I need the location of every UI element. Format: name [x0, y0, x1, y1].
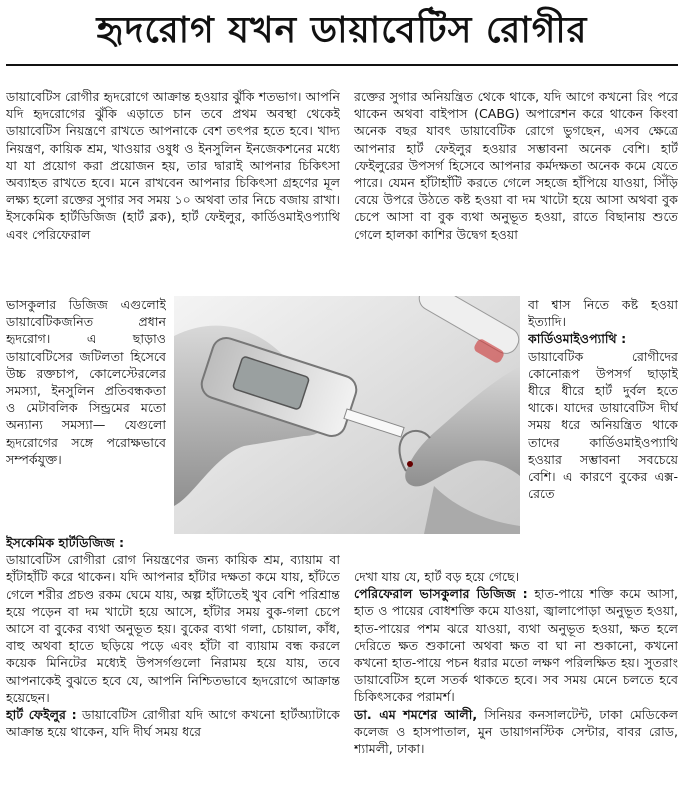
column-1-narrow-text: ভাসকুলার ডিজিজ এগুলোই ডায়াবেটিকজনিত প্রধান হৃদরোগ। এ ছাড়াও ডায়াবেটিসের জটিলতা হিসেবে উচ্চ রক্তচাপ, কোলেস্টেরলের সমস্যা, ইনসুলিন প্রতিবন্ধকতা ও মেটাবলিক সিন্ড্রমের মতো অন্যান্য সমস্যা— যেগুলো হৃদরোগের সঙ্গে পরোক্ষভাবে সম্পর্কযুক্ত।: [6, 297, 166, 467]
glucose-meter-photo: [174, 296, 520, 534]
cardiomyopathy-heading: কার্ডিওমাইওপ্যাথি :: [528, 331, 627, 347]
cardiomyopathy-conclusion: দেখা যায় যে, হার্ট বড় হয়ে গেছে।: [354, 569, 520, 584]
column-2-top-text: রক্তের সুগার অনিয়ন্ত্রিত থেকে থাকে, যদি আগে কখনো রিং পরে থাকেন অথবা বাইপাস (CABG) অপারেশন করে থাকেন কিংবা অনেক বছর যাবৎ ডায়াবেটিক রোগে ভুগছেন, এসব ক্ষেত্রে আপনার হার্ট ফেইলুর হওয়ার সম্ভাবনা অনেক বেশি। হার্ট ফেইলুরের উপসর্গ হিসেবে আপনার কর্মদক্ষতা অনেক কমে যেতে পারে। যেমন হাঁটাহাঁটি করতে গেলে সহজে হাঁপিয়ে যাওয়া, সিঁড়ি বেয়ে উপরে উঠতে কষ্ট হওয়া বা দম খাটো হয়ে আসা অথবা বুক চেপে আসা বা বুক ব্যথা অনুভূত হওয়া, রাতে বিছানায় শুতে গেলে হালকা কাশির উদ্বেগ হওয়া: [354, 89, 678, 242]
column-1-intro: [6, 88, 340, 294]
ischemic-section: [6, 534, 340, 786]
article-headline: হৃদরোগ যখন ডায়াবেটিস রোগীর: [96, 10, 588, 51]
column-1-narrow: [6, 296, 166, 534]
heart-failure-heading: হার্ট ফেইলুর :: [6, 707, 77, 723]
pvd-heading: পেরিফেরাল ভাসকুলার ডিজিজ :: [354, 586, 528, 602]
column-2-narrow-text: বা শ্বাস নিতে কষ্ট হওয়া ইত্যাদি।: [528, 297, 678, 330]
column-1-intro-text: ডায়াবেটিস রোগীর হৃদরোগে আক্রান্ত হওয়ার ঝুঁকি শতভাগ। আপনি যদি হৃদরোগের ঝুঁকি এড়াতে চান তবে প্রথম অবস্থা থেকেই ডায়াবেটিস নিয়ন্ত্রণে রাখতে আপনাকে বেশ তৎপর হতে হবে। খাদ্য নিয়ন্ত্রণ, কায়িক শ্রম, খাওয়ার ওষুধ ও ইনসুলিন ইনজেকশনের মধ্যে যা যা প্রয়োগ করা প্রয়োজন হয়, তার দ্বারাই আপনার চিকিৎসা অব্যাহত রাখতে হবে। মনে রাখবেন আপনার চিকিৎসা গ্রহণের মূল লক্ষ্য হলো রক্তের সুগার সব সময় ১০ অথবা তার নিচে বজায় রাখা। ইসকেমিক হার্টডিজিজ (হার্ট ব্লক), হার্ট ফেইলুর, কার্ডিওমাইওপ্যাথি এবং পেরিফেরাল: [6, 89, 340, 242]
glucose-meter-photo-icon: [174, 296, 520, 534]
ischemic-heading: ইসকেমিক হার্টডিজিজ :: [6, 535, 125, 550]
author-name: ডা. এম শমশের আলী,: [354, 706, 478, 722]
author-detail: সিনিয়র কনসালটেন্ট, ঢাকা মেডিকেল কলেজ ও হাসপাতাল, মুন ডায়াগনস্টিক সেন্টার, বাবর রোড, শ্যামলী, ঢাকা।: [354, 706, 678, 757]
cardiomyopathy-body: ডায়াবেটিক রোগীদের কোনোরূপ উপসর্গ ছাড়াই ধীরে ধীরে হার্ট দুর্বল হতে থাকে। যাদের ডায়াবেটিস দীর্ঘ সময় ধরে অনিয়ন্ত্রিত থাকে তাদের কার্ডিওমাইওপ্যাথি হওয়ার সম্ভাবনা সবচেয়ে বেশি। এ কারণে বুকের এক্স-রেতে: [528, 348, 678, 502]
column-2-bottom: [354, 568, 678, 786]
headline-divider: [6, 64, 678, 66]
pvd-body: হাত-পায়ে শক্তি কমে আসা, হাত ও পায়ের বোধশক্তি কমে যাওয়া, জ্বালাপোড়া অনুভূত হওয়া, হাত-পায়ের পশম ঝরে যাওয়া, ব্যথা অনুভূত হওয়া, ক্ষত হলে দেরিতে ক্ষত শুকানো অথবা ক্ষত বা ঘা না শুকানো, কখনো কখনো হাত-পায়ে পচন ধরার মতো লক্ষণ পরিলক্ষিত হয়। সুতরাং ডায়াবেটিস হলে সতর্ক থাকতে হবে। সব সময় মেনে চলতে হবে চিকিৎসকের পরামর্শ।: [354, 586, 678, 705]
ischemic-body: ডায়াবেটিস রোগীরা রোগ নিয়ন্ত্রণের জন্য কায়িক শ্রম, ব্যায়াম বা হাঁটাহাঁটি করে থাকেন। যদি আপনার হাঁটার দক্ষতা কমে যায়, হাঁটতে গেলে শরীর প্রচণ্ড রকম ঘেমে যায়, অল্প হাঁটাতেই খুব বেশি পরিশ্রান্ত হয়ে পড়েন বা দম খাটো হয়ে আসে, হাঁটার সময় বুক-গলা চেপে আসে বা বুকের ব্যথা অনুভূত হয়। বুকের ব্যথা গলা, চোয়াল, কাঁধ, বাহু অথবা হাতে ছড়িয়ে পড়ে এবং হাঁটা বা ব্যায়াম বন্ধ করলে কয়েক মিনিটের মধ্যেই উপসর্গগুলো নিরাময় হয়ে যায়, তবে আপনাকেই বুঝতে হবে যে, আপনি নিশ্চিতভাবে হৃদরোগে আক্রান্ত হয়েছেন।: [6, 552, 340, 705]
column-2-top: [354, 88, 678, 294]
column-2-narrow: [528, 296, 678, 566]
heart-failure-body-start: ডায়াবেটিস রোগীরা যদি আগে কখনো হার্টঅ্যাটাকে আক্রান্ত হয়ে থাকেন, যদি দীর্ঘ সময় ধরে: [6, 707, 340, 740]
